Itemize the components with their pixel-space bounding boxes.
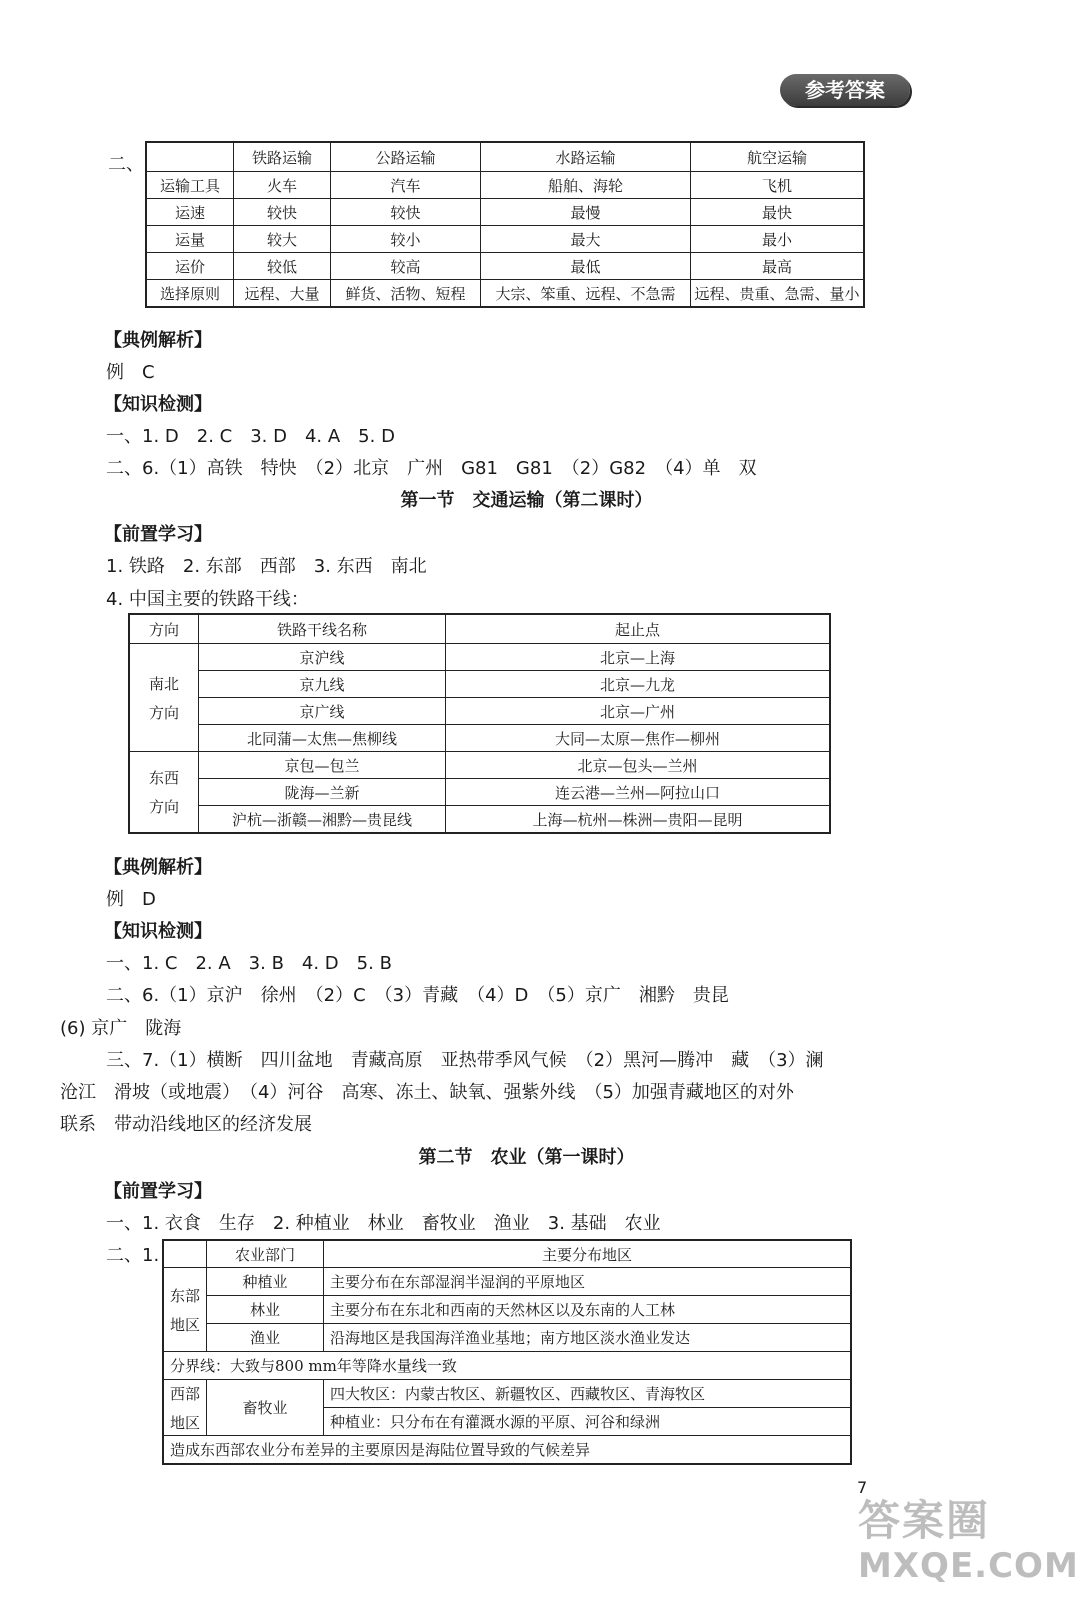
table-cell: 远程、大量 (234, 280, 331, 308)
table-cell: 鲜货、活物、短程 (331, 280, 481, 308)
section-label: 二、 (108, 154, 144, 175)
table-row (129, 671, 830, 698)
table-cell: 京包—包兰 (199, 752, 446, 779)
table-cell: 汽车 (331, 172, 481, 199)
table-row (129, 779, 830, 806)
table-cell: 京九线 (199, 671, 446, 698)
section-heading: 【前置学习】 (104, 524, 212, 545)
table-cell: 船舶、海轮 (481, 172, 691, 199)
table-header-cell (163, 1240, 207, 1268)
table-cell: 选择原则 (146, 280, 234, 308)
table-cell: 最高 (691, 253, 865, 280)
region-label: 地区 (169, 1413, 200, 1432)
table-row (163, 1436, 851, 1465)
table-row (129, 752, 830, 779)
table-cell: 种植业：只分布在有灌溉水源的平原、河谷和绿洲 (324, 1408, 852, 1436)
table-header-cell: 起止点 (446, 614, 831, 644)
section-heading: 【典例解析】 (104, 857, 212, 878)
answer-line: 三、7.（1）横断 四川盆地 青藏高原 亚热带季风气候 （2）黑河—腾冲 藏 （3）澜 (106, 1050, 824, 1071)
answer-line: 4. 中国主要的铁路干线： (106, 589, 309, 610)
table-cell: 大宗、笨重、远程、不急需 (481, 280, 691, 308)
table-header-cell: 铁路运输 (234, 142, 331, 172)
table-header-cell: 主要分布地区 (324, 1240, 852, 1268)
table-cell: 沪杭—浙赣—湘黔—贵昆线 (199, 806, 446, 834)
watermark-logo (858, 1488, 1079, 1590)
table-row (146, 226, 864, 253)
agriculture-distribution-table (162, 1239, 852, 1465)
table-cell: 最小 (691, 226, 865, 253)
table-row (129, 644, 830, 671)
answer-line: 联系 带动沿线地区的经济发展 (60, 1114, 312, 1135)
direction-label: 南北 (148, 674, 179, 693)
table-cell: 运速 (146, 199, 234, 226)
section-heading: 【前置学习】 (104, 1181, 212, 1202)
table-header-cell (146, 142, 234, 172)
table-cell: 沿海地区是我国海洋渔业基地；南方地区淡水渔业发达 (324, 1324, 852, 1352)
railway-lines-table (128, 613, 831, 834)
table-row (146, 280, 864, 308)
table-row (146, 172, 864, 199)
table-header-row (146, 142, 864, 172)
table-header-cell: 航空运输 (691, 142, 865, 172)
table-cell: 最慢 (481, 199, 691, 226)
region-label: 地区 (169, 1315, 200, 1334)
table-cell: 远程、贵重、急需、量小 (691, 280, 865, 308)
direction-cell (129, 644, 199, 752)
table-cell: 较快 (331, 199, 481, 226)
answer-key-badge: 参考答案 (780, 74, 910, 106)
table-row (129, 725, 830, 752)
table-cell: 种植业 (207, 1268, 324, 1296)
direction-label: 方向 (148, 798, 179, 816)
table-cell: 最快 (691, 199, 865, 226)
answer-line: 例 C (106, 362, 155, 383)
table-header-cell: 水路运输 (481, 142, 691, 172)
table-row (146, 199, 864, 226)
direction-cell (129, 752, 199, 834)
table-header-cell: 方向 (129, 614, 199, 644)
table-cell: 较低 (234, 253, 331, 280)
answer-line: 一、1. 衣食 生存 2. 种植业 林业 畜牧业 渔业 3. 基础 农业 (106, 1213, 661, 1234)
table-row (163, 1296, 851, 1324)
direction-label: 东西 (148, 769, 179, 787)
table-cell: 林业 (207, 1296, 324, 1324)
table-header-cell: 农业部门 (207, 1240, 324, 1268)
table-cell: 北同蒲—太焦—焦柳线 (199, 725, 446, 752)
table-cell: 运输工具 (146, 172, 234, 199)
table-cell: 主要分布在东北和西南的天然林区以及东南的人工林 (324, 1296, 852, 1324)
answer-line: 二、6.（1）京沪 徐州 （2）C （3）青藏 （4）D （5）京广 湘黔 贵昆 (106, 985, 729, 1006)
direction-label: 方向 (148, 703, 179, 722)
table-cell: 连云港—兰州—阿拉山口 (446, 779, 831, 806)
table-cell: 火车 (234, 172, 331, 199)
table-cell: 京沪线 (199, 644, 446, 671)
table-header-cell: 铁路干线名称 (199, 614, 446, 644)
table-cell: 四大牧区：内蒙古牧区、新疆牧区、西藏牧区、青海牧区 (324, 1380, 852, 1408)
section-heading: 【知识检测】 (104, 394, 212, 415)
table-cell: 飞机 (691, 172, 865, 199)
table-cell: 较快 (234, 199, 331, 226)
table-cell: 较高 (331, 253, 481, 280)
answer-line: 沧江 滑坡（或地震） （4）河谷 高寒、冻土、缺氧、强紫外线 （5）加强青藏地区的对外 (60, 1082, 794, 1103)
table-cell: 最低 (481, 253, 691, 280)
answer-line: 一、1. C 2. A 3. B 4. D 5. B (106, 953, 392, 974)
watermark-text: 答案圈 (858, 1496, 991, 1545)
table-cell: 大同—太原—焦作—柳州 (446, 725, 831, 752)
table-row (163, 1324, 851, 1352)
table-row (163, 1268, 851, 1296)
lesson-title: 第一节 交通运输（第二课时） (400, 490, 653, 511)
table-row (129, 806, 830, 834)
table-row (163, 1352, 851, 1380)
footer-cell: 造成东西部农业分布差异的主要原因是海陆位置导致的气候差异 (163, 1436, 851, 1465)
table-cell: 较小 (331, 226, 481, 253)
answer-line: 一、1. D 2. C 3. D 4. A 5. D (106, 426, 395, 447)
table-cell: 畜牧业 (207, 1380, 324, 1436)
table-cell: 运量 (146, 226, 234, 253)
table-header-row (163, 1240, 851, 1268)
answer-line: (6) 京广 陇海 (60, 1018, 182, 1039)
table-header-cell: 公路运输 (331, 142, 481, 172)
table-cell: 京广线 (199, 698, 446, 725)
table-row (129, 698, 830, 725)
divider-line-cell: 分界线：大致与800 mm年等降水量线一致 (163, 1352, 851, 1380)
table-cell: 北京—广州 (446, 698, 831, 725)
table-cell: 陇海—兰新 (199, 779, 446, 806)
table-cell: 较大 (234, 226, 331, 253)
answer-line: 1. 铁路 2. 东部 西部 3. 东西 南北 (106, 556, 427, 577)
section-heading: 【知识检测】 (104, 921, 212, 942)
table-cell: 主要分布在东部湿润半湿润的平原地区 (324, 1268, 852, 1296)
watermark-domain: MXQE.COM (858, 1546, 1079, 1586)
region-cell (163, 1268, 207, 1352)
table-cell: 北京—上海 (446, 644, 831, 671)
table-cell: 北京—包头—兰州 (446, 752, 831, 779)
lesson-title: 第二节 农业（第一课时） (418, 1147, 635, 1168)
table-cell: 北京—九龙 (446, 671, 831, 698)
table-row (163, 1380, 851, 1408)
transport-comparison-table (145, 141, 865, 308)
table-cell: 上海—杭州—株洲—贵阳—昆明 (446, 806, 831, 834)
table-cell: 渔业 (207, 1324, 324, 1352)
table-cell: 运价 (146, 253, 234, 280)
table-cell: 最大 (481, 226, 691, 253)
answer-line: 二、6.（1）高铁 特快 （2）北京 广州 G81 G81 （2）G82 （4）单 双 (106, 458, 757, 479)
section-label: 二、1. (106, 1245, 160, 1266)
region-cell (163, 1380, 207, 1436)
table-header-row (129, 614, 830, 644)
region-label: 西部 (169, 1384, 200, 1403)
page-number: 7 (857, 1478, 868, 1497)
table-row (146, 253, 864, 280)
section-heading: 【典例解析】 (104, 330, 212, 351)
answer-line: 例 D (106, 889, 156, 910)
region-label: 东部 (169, 1286, 200, 1305)
